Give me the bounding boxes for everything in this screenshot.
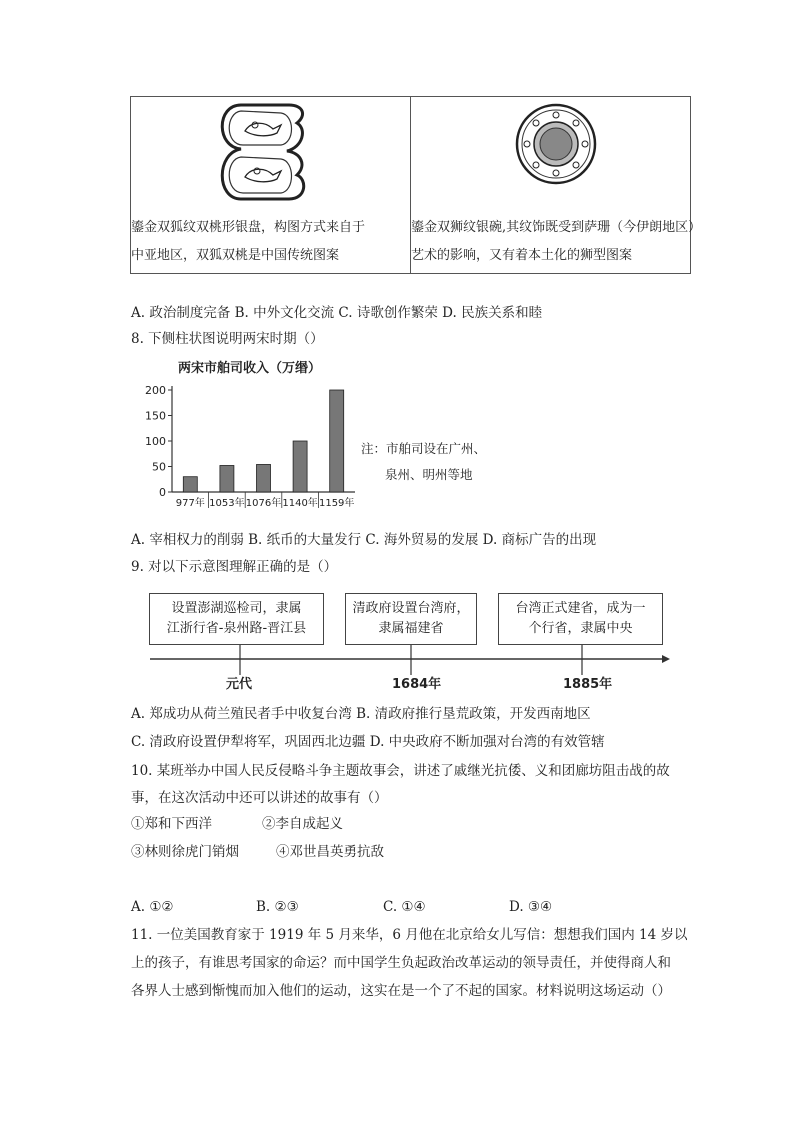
left-caption-line2: 中亚地区，双狐双桃是中国传统图案 <box>131 248 340 263</box>
timeline-axis <box>140 645 680 679</box>
bar <box>220 465 234 492</box>
q10-option-a: A. ①② <box>131 899 174 915</box>
q8-options: A. 宰相权力的削弱 B. 纸币的大量发行 C. 海外贸易的发展 D. 商标广告的出现 <box>131 532 597 548</box>
timeline-box-1885 <box>498 593 663 645</box>
silver-bowl-image <box>515 103 597 185</box>
bar <box>330 390 344 492</box>
y-tick-label: 0 <box>159 486 166 499</box>
timeline-box-1885-line1: 台湾正式建省，成为一 <box>515 601 646 616</box>
y-tick-label: 200 <box>145 384 166 397</box>
right-image-cell <box>411 97 702 274</box>
q10-stem-line1: 10. 某班举办中国人民反侵略斗争主题故事会，讲述了戚继光抗倭、义和团廊坊阻击战的故 <box>131 763 670 779</box>
q10-item2: ②李自成起义 <box>262 816 343 832</box>
q10-option-b: B. ②③ <box>256 899 299 915</box>
timeline-label-1684: 1684年 <box>392 677 442 692</box>
q11-line1: 11. 一位美国教育家于 1919 年 5 月来华，6 月他在北京给女儿写信：想想我们国内 14 岁以 <box>131 927 688 943</box>
q9-options-line2: C. 清政府设置伊犁将军，巩固西北边疆 D. 中央政府不断加强对台湾的有效管辖 <box>131 734 605 750</box>
q9-options-line1: A. 郑成功从荷兰殖民者手中收复台湾 B. 清政府推行垦荒政策，开发西南地区 <box>131 706 591 722</box>
x-tick-label: 1159年 <box>318 498 355 509</box>
right-caption-line1: 鎏金双狮纹银碗,其纹饰既受到萨珊（今伊朗地区） <box>411 220 702 235</box>
q10-stem-line2: 事，在这次活动中还可以讲述的故事有（） <box>131 790 388 806</box>
right-caption-line2: 艺术的影响，又有着本土化的狮型图案 <box>411 248 633 263</box>
timeline-label-yuan: 元代 <box>226 677 253 692</box>
timeline-label-1885: 1885年 <box>563 677 613 692</box>
timeline-box-1684 <box>345 593 477 645</box>
x-tick-label: 1140年 <box>282 498 318 509</box>
left-image-cell <box>131 97 411 274</box>
left-caption-line1: 鎏金双狐纹双桃形银盘，构图方式来自于 <box>131 220 366 235</box>
chart-note-line2: 泉州、明州等地 <box>385 467 473 482</box>
y-tick-label: 150 <box>145 409 166 423</box>
timeline-box-yuan-line1: 设置澎湖巡检司，隶属 <box>171 601 302 616</box>
q10-option-c: C. ①④ <box>383 899 426 915</box>
q10-item4: ④邓世昌英勇抗敌 <box>276 844 384 860</box>
timeline-box-1885-line2: 个行省，隶属中央 <box>528 621 633 636</box>
image-table <box>130 96 702 274</box>
chart-title: 两宋市舶司收入（万缗） <box>178 361 322 376</box>
timeline-box-yuan <box>149 593 324 645</box>
bar <box>257 464 271 492</box>
silver-plate-image <box>211 101 311 203</box>
y-tick-label: 100 <box>145 435 166 448</box>
q11-line2: 上的孩子，有谁思考国家的命运？而中国学生负起政治改革运动的领导责任，并使得商人和 <box>131 955 671 971</box>
q11-line3: 各界人士感到惭愧而加入他们的运动，这实在是一个了不起的国家。材料说明这场运动（） <box>131 983 671 999</box>
q10-option-d: D. ③④ <box>509 899 553 915</box>
x-tick-label: 1076年 <box>245 498 282 509</box>
chart-note-line1: 注：市舶司设在广州、 <box>361 441 487 456</box>
timeline-box-1684-line2: 隶属福建省 <box>378 621 444 636</box>
q10-item1: ①郑和下西洋 <box>131 816 212 832</box>
x-tick-label: 977年 <box>175 498 205 509</box>
bar <box>293 441 307 492</box>
q7-options: A. 政治制度完备 B. 中外文化交流 C. 诗歌创作繁荣 D. 民族关系和睦 <box>131 305 543 321</box>
x-tick-label: 1053年 <box>209 498 245 509</box>
q9-stem: 9. 对以下示意图理解正确的是（） <box>131 559 338 575</box>
timeline-box-1684-line1: 清政府设置台湾府， <box>352 601 470 616</box>
q8-stem: 8. 下侧柱状图说明两宋时期（） <box>131 331 324 347</box>
bar <box>183 477 197 492</box>
bar-chart <box>140 356 520 516</box>
y-tick-label: 50 <box>152 460 166 474</box>
timeline-box-yuan-line2: 江浙行省-泉州路-晋江县 <box>166 621 307 636</box>
q10-item3: ③林则徐虎门销烟 <box>131 844 239 860</box>
